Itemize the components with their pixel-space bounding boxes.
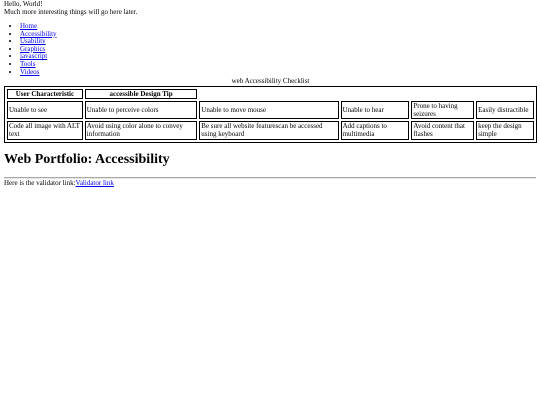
accessibility-checklist-table: [4, 77, 537, 142]
table-cell: Easily distractible: [476, 101, 534, 119]
table-cell: Add captions to multimedia: [341, 121, 410, 139]
nav-item-home: [20, 23, 536, 31]
nav-item-accessibility: [20, 31, 536, 39]
nav-link-home[interactable]: Home: [20, 22, 38, 31]
greeting-text: Hello, World!: [4, 0, 43, 8]
table-row: [7, 101, 534, 119]
nav-link-usability[interactable]: Usability: [20, 37, 46, 46]
nav-list: [4, 23, 536, 76]
table-cell: Unable to hear: [341, 101, 410, 119]
nav-item-javascript: [20, 53, 536, 61]
header-user-characteristic: User Characteristic: [7, 89, 83, 99]
nav-link-accessibility[interactable]: Accessibility: [20, 29, 57, 38]
nav-item-graphics: [20, 46, 536, 54]
nav-link-tools[interactable]: Tools: [20, 60, 36, 69]
validator-line: [4, 179, 536, 187]
table-cell: Avoid content that flashes: [411, 121, 474, 139]
nav-item-videos: [20, 69, 536, 77]
table-header-row: [7, 89, 534, 99]
validator-link[interactable]: Validator link: [75, 179, 114, 188]
nav-item-usability: [20, 38, 536, 46]
page-title: Web Portfolio: Accessibility: [4, 151, 170, 167]
table-cell: Prone to having seizures: [411, 101, 474, 119]
table-cell: Be sure all website featurescan be accessed using keyboard: [199, 121, 338, 139]
table-cell: Avoid using color alone to convey information: [85, 121, 197, 139]
nav-link-videos[interactable]: Videos: [20, 67, 40, 76]
nav-link-javascript[interactable]: javascript: [20, 52, 48, 61]
table-cell: Unable to see: [7, 101, 83, 119]
table-cell: Unable to perceive colors: [85, 101, 197, 119]
table-row: [7, 121, 534, 139]
nav-link-graphics[interactable]: Graphics: [20, 44, 46, 53]
table-cell: Unable to move mouse: [199, 101, 338, 119]
subtitle-text: Much more interesting things will go here later.: [4, 8, 138, 17]
table-cell: Code all image with ALT text: [7, 121, 83, 139]
nav-item-tools: [20, 61, 536, 69]
validator-text: Here is the validator link:: [4, 179, 76, 188]
table-caption: web Accessibility Checklist: [231, 77, 310, 86]
header-design-tip: accessible Design Tip: [85, 89, 197, 99]
table-cell: keep the design simple: [476, 121, 534, 139]
